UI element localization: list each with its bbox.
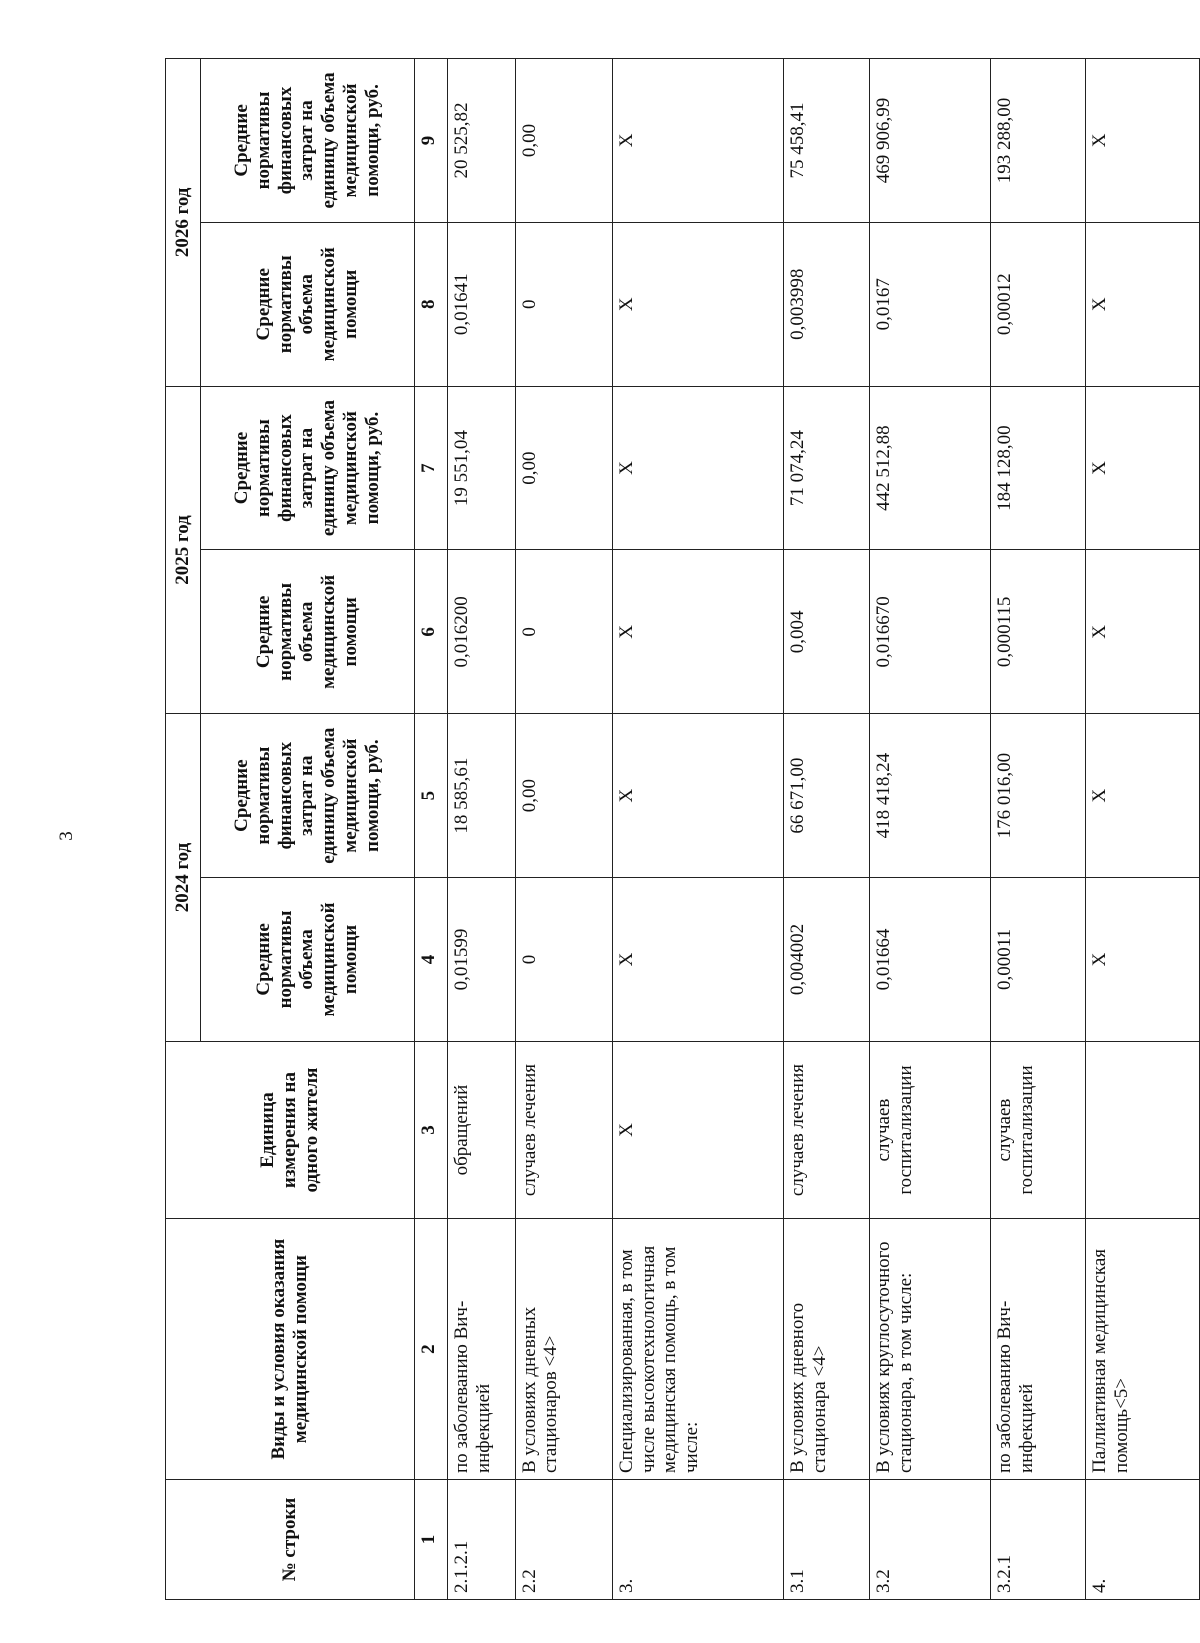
row-value: 0,00	[515, 59, 612, 223]
col-number: 9	[414, 59, 447, 223]
row-type: Специализированная, в том числе высокотехнологичная медицинская помощь, в том числе:	[612, 1219, 783, 1480]
table-row	[612, 59, 783, 1600]
row-value: Х	[612, 59, 783, 223]
rotated-table-wrapper	[165, 58, 1200, 1600]
col-number: 4	[414, 878, 447, 1042]
row-number: 3.	[612, 1480, 783, 1600]
row-value: 176 016,00	[991, 714, 1086, 878]
header-volume-2024: Средние нормативы объема медицинской помощи	[200, 878, 414, 1042]
row-unit: случаев госпитализации	[869, 1041, 991, 1218]
row-value: 75 458,41	[784, 59, 870, 223]
row-value: 0,016200	[448, 550, 515, 714]
row-number: 2.1.2.1	[448, 1480, 515, 1600]
col-number: 2	[414, 1219, 447, 1480]
row-number: 4.	[1086, 1480, 1200, 1600]
row-value: 0,00012	[991, 222, 1086, 386]
row-value: 469 906,99	[869, 59, 991, 223]
col-number: 8	[414, 222, 447, 386]
row-value: Х	[612, 878, 783, 1042]
page-number: 3	[55, 831, 77, 841]
row-value: 0,01641	[448, 222, 515, 386]
row-value: 0,003998	[784, 222, 870, 386]
row-value: 0,00011	[991, 878, 1086, 1042]
row-value: 418 418,24	[869, 714, 991, 878]
row-number: 3.1	[784, 1480, 870, 1600]
row-type: В условиях дневного стационара <4>	[784, 1219, 870, 1480]
row-unit: случаев лечения	[784, 1041, 870, 1218]
row-value: 0,01664	[869, 878, 991, 1042]
row-value: Х	[612, 386, 783, 550]
row-value: Х	[1086, 550, 1200, 714]
table-row	[1086, 59, 1200, 1600]
row-value: 66 671,00	[784, 714, 870, 878]
row-value: 0,000115	[991, 550, 1086, 714]
row-value: 20 525,82	[448, 59, 515, 223]
row-value: 0,016670	[869, 550, 991, 714]
row-value: 0	[515, 878, 612, 1042]
row-value: Х	[1086, 714, 1200, 878]
row-value: 71 074,24	[784, 386, 870, 550]
row-value: Х	[1086, 222, 1200, 386]
row-type: Паллиативная медицинская помощь<5>	[1086, 1219, 1200, 1480]
table-row	[515, 59, 612, 1600]
row-number: 3.2	[869, 1480, 991, 1600]
header-year-2025: 2025 год	[166, 386, 201, 714]
header-year-2024: 2024 год	[166, 714, 201, 1042]
row-unit: случаев госпитализации	[991, 1041, 1086, 1218]
col-number: 5	[414, 714, 447, 878]
row-type: В условиях круглосуточного стационара, в том числе:	[869, 1219, 991, 1480]
row-value: 0,004002	[784, 878, 870, 1042]
header-unit: Единица измерения на одного жителя	[166, 1041, 415, 1218]
norms-table	[165, 58, 1200, 1600]
row-value: Х	[1086, 59, 1200, 223]
row-value: Х	[1086, 386, 1200, 550]
row-value: 442 512,88	[869, 386, 991, 550]
row-value: 0,00	[515, 714, 612, 878]
row-value: 0	[515, 222, 612, 386]
row-unit: случаев лечения	[515, 1041, 612, 1218]
table-row	[784, 59, 870, 1600]
row-value: 193 288,00	[991, 59, 1086, 223]
col-number: 6	[414, 550, 447, 714]
row-type: по заболеванию Вич-инфекцией	[448, 1219, 515, 1480]
row-number: 3.2.1	[991, 1480, 1086, 1600]
row-value: 0,00	[515, 386, 612, 550]
row-unit: обращений	[448, 1041, 515, 1218]
header-volume-2025: Средние нормативы объема медицинской помощи	[200, 550, 414, 714]
row-type: по заболеванию Вич-инфекцией	[991, 1219, 1086, 1480]
table-row	[869, 59, 991, 1600]
table-row	[448, 59, 515, 1600]
row-value: 0	[515, 550, 612, 714]
row-value: 19 551,04	[448, 386, 515, 550]
row-value: Х	[1086, 878, 1200, 1042]
row-unit: Х	[612, 1041, 783, 1218]
row-value: 0,0167	[869, 222, 991, 386]
row-unit	[1086, 1041, 1200, 1218]
row-value: 18 585,61	[448, 714, 515, 878]
row-value: 0,004	[784, 550, 870, 714]
row-value: 184 128,00	[991, 386, 1086, 550]
col-number: 3	[414, 1041, 447, 1218]
row-type: В условиях дневных стационаров <4>	[515, 1219, 612, 1480]
header-cost-2025: Средние нормативы финансовых затрат на единицу объема медицинской помощи, руб.	[200, 386, 414, 550]
row-value: 0,01599	[448, 878, 515, 1042]
table-row	[991, 59, 1086, 1600]
row-number: 2.2	[515, 1480, 612, 1600]
row-value: Х	[612, 714, 783, 878]
column-number-row	[414, 59, 447, 1600]
header-types: Виды и условия оказания медицинской помощи	[166, 1219, 415, 1480]
header-cost-2026: Средние нормативы финансовых затрат на единицу объема медицинской помощи, руб.	[200, 59, 414, 223]
col-number: 1	[414, 1480, 447, 1600]
col-number: 7	[414, 386, 447, 550]
header-year-2026: 2026 год	[166, 59, 201, 387]
header-volume-2026: Средние нормативы объема медицинской помощи	[200, 222, 414, 386]
row-value: Х	[612, 550, 783, 714]
header-cost-2024: Средние нормативы финансовых затрат на единицу объема медицинской помощи, руб.	[200, 714, 414, 878]
header-row-no: № строки	[166, 1480, 415, 1600]
row-value: Х	[612, 222, 783, 386]
